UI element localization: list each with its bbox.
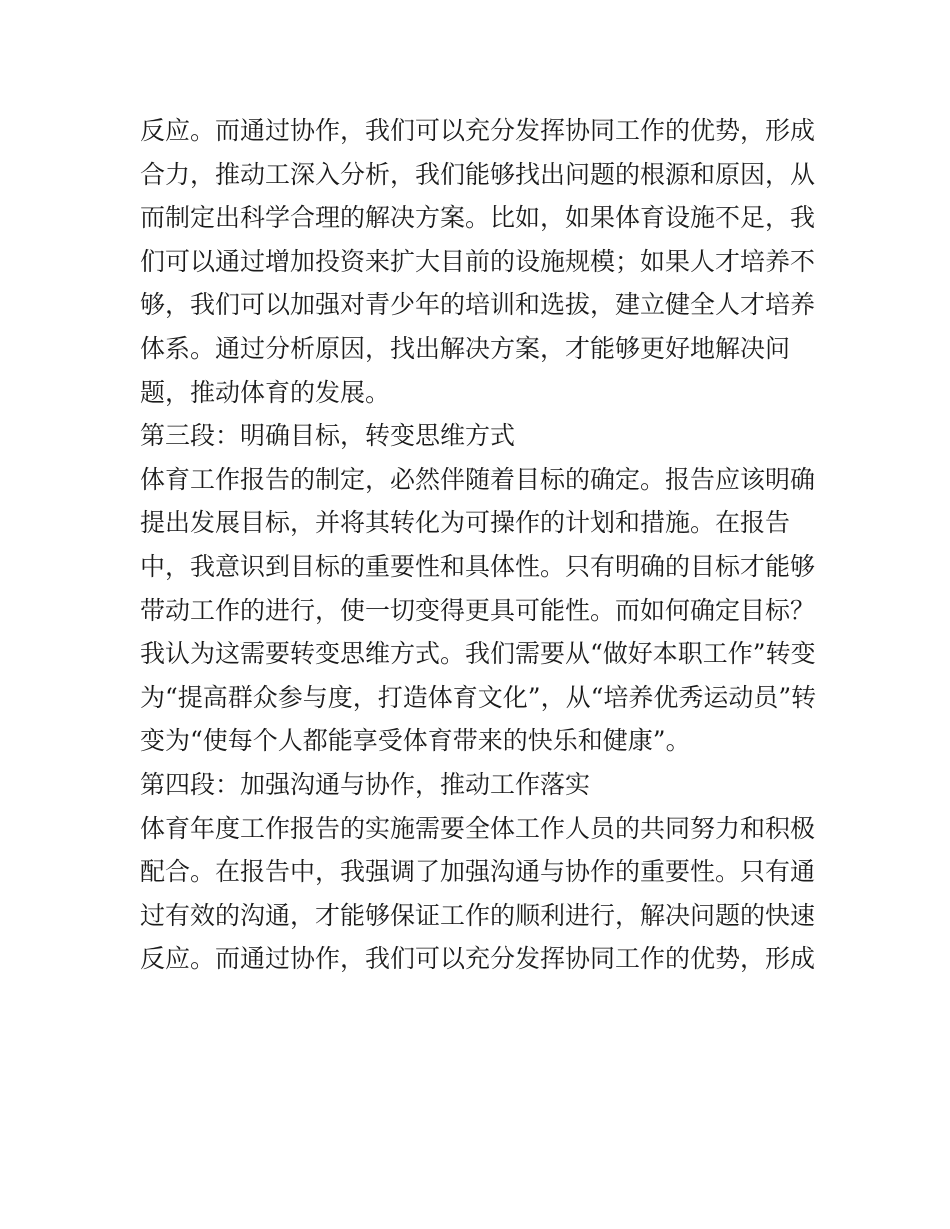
text-line: 提出发展目标，并将其转化为可操作的计划和措施。在报告 — [140, 508, 791, 538]
text-line: 够，我们可以加强对青少年的培训和选拔，建立健全人才培养 — [140, 290, 816, 320]
text-line: 反应。而通过协作，我们可以充分发挥协同工作的优势，形成 — [140, 116, 816, 145]
text-line: 配合。在报告中，我强调了加强沟通与协作的重要性。只有通 — [140, 857, 816, 887]
text-line: 带动工作的进行，使一切变得更具可能性。而如何确定目标？ — [140, 595, 816, 625]
text-line: 反应。而通过协作，我们可以充分发挥协同工作的优势，形成 — [140, 944, 816, 974]
section-heading-4: 第四段：加强沟通与协作，推动工作落实 — [140, 769, 591, 799]
text-line: 合力，推动工深入分析，我们能够找出问题的根源和原因，从 — [140, 159, 816, 189]
text-line: 们可以通过增加投资来扩大目前的设施规模；如果人才培养不 — [140, 246, 816, 276]
text-line: 为“提高群众参与度，打造体育文化”，从“培养优秀运动员”转 — [140, 682, 817, 712]
text-line: 体育工作报告的制定，必然伴随着目标的确定。报告应该明确 — [140, 464, 816, 494]
text-line: 过有效的沟通，才能够保证工作的顺利进行，解决问题的快速 — [140, 900, 816, 930]
text-line: 体系。通过分析原因，找出解决方案，才能够更好地解决问 — [140, 333, 791, 363]
text-line: 我认为这需要转变思维方式。我们需要从“做好本职工作”转变 — [140, 639, 816, 669]
body-text — [140, 109, 830, 981]
text-line: 题，推动体育的发展。 — [140, 377, 391, 407]
section-heading-3: 第三段：明确目标，转变思维方式 — [140, 421, 516, 451]
text-line: 体育年度工作报告的实施需要全体工作人员的共同努力和积极 — [140, 813, 816, 843]
text-line: 变为“使每个人都能享受体育带来的快乐和健康”。 — [140, 726, 691, 756]
text-line: 中，我意识到目标的重要性和具体性。只有明确的目标才能够 — [140, 551, 816, 581]
text-line: 而制定出科学合理的解决方案。比如，如果体育设施不足，我 — [140, 203, 816, 233]
